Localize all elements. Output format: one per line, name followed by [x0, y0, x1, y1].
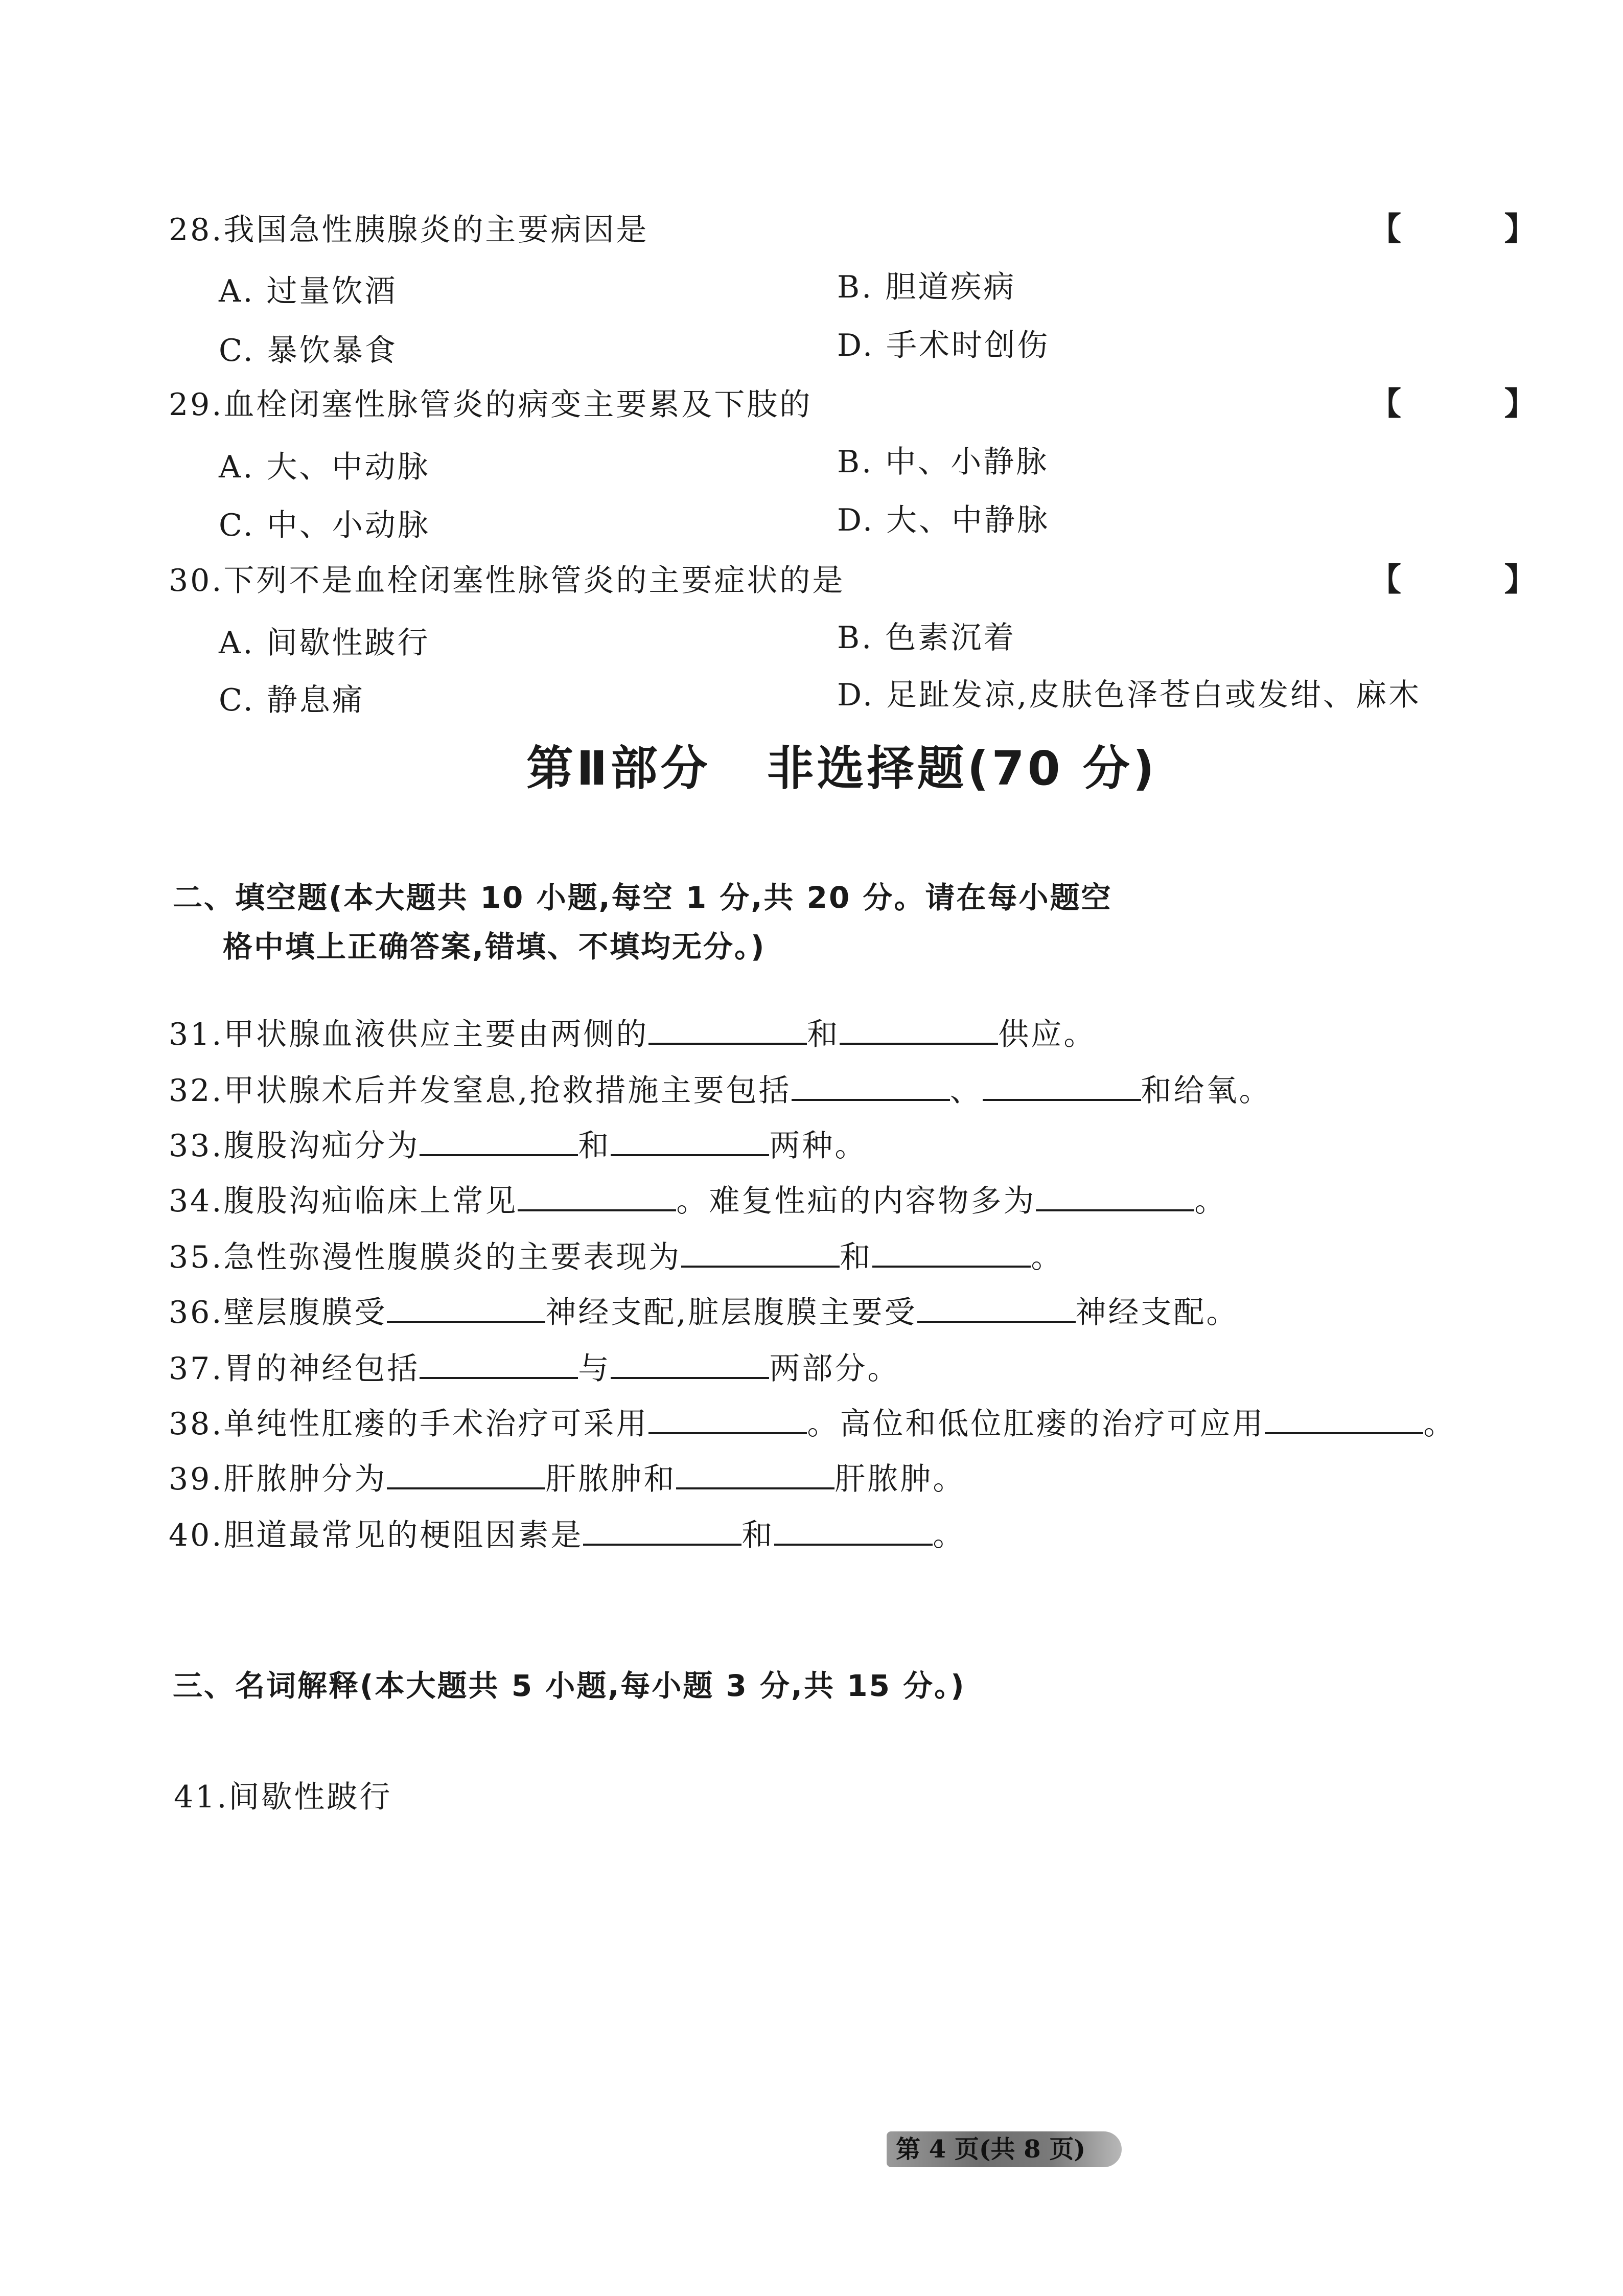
answer-blank[interactable]: [1265, 1405, 1423, 1434]
question-35-text-2: 和: [840, 1239, 873, 1275]
question-28-answer-bracket: 【 】: [1370, 210, 1582, 247]
question-36: [169, 1288, 1239, 1332]
question-34-text-2: 。难复性疝的内容物多为: [676, 1183, 1036, 1219]
question-37-text-1: 37.胃的神经包括: [169, 1351, 420, 1387]
question-28-stem: 28.我国急性胰腺炎的主要病因是: [169, 212, 649, 248]
question-37-text-3: 两部分。: [769, 1351, 900, 1387]
question-33: [169, 1121, 867, 1165]
question-28-option-a: A. 过量饮酒: [219, 273, 398, 309]
question-29-option-a: A. 大、中动脉: [219, 449, 430, 485]
question-31-text-1: 31.甲状腺血液供应主要由两侧的: [169, 1017, 649, 1052]
question-30-option-c: C. 静息痛: [219, 682, 365, 718]
answer-blank[interactable]: [420, 1349, 578, 1379]
question-38: [169, 1399, 1456, 1443]
answer-blank[interactable]: [983, 1071, 1141, 1101]
answer-blank[interactable]: [648, 1015, 807, 1045]
question-30-stem: 30.下列不是血栓闭塞性脉管炎的主要症状的是: [169, 563, 845, 599]
section-3-heading: 三、名词解释(本大题共 5 小题,每小题 3 分,共 15 分。): [173, 1668, 966, 1703]
answer-blank[interactable]: [681, 1238, 840, 1268]
question-41: 41.间歇性跛行: [174, 1779, 392, 1815]
question-39-text-1: 39.肝脓肿分为: [169, 1461, 387, 1497]
question-33-text-1: 33.腹股沟疝分为: [169, 1128, 420, 1164]
part-2-subtitle: 非选择题(70 分): [767, 741, 1157, 796]
question-33-text-3: 两种。: [769, 1128, 868, 1164]
answer-blank[interactable]: [611, 1127, 769, 1156]
question-39: [169, 1455, 965, 1499]
answer-blank[interactable]: [518, 1182, 676, 1211]
answer-blank[interactable]: [872, 1238, 1031, 1268]
question-40-text-2: 和: [741, 1518, 775, 1553]
question-32-text-1: 32.甲状腺术后并发窒息,抢救措施主要包括: [169, 1073, 792, 1109]
question-35: [169, 1233, 1063, 1277]
answer-blank[interactable]: [387, 1293, 545, 1323]
question-38-text-3: 。: [1423, 1406, 1456, 1442]
question-29-stem: 29.血栓闭塞性脉管炎的病变主要累及下肢的: [169, 387, 813, 423]
question-35-text-3: 。: [1031, 1239, 1064, 1275]
question-36-text-3: 神经支配。: [1075, 1295, 1239, 1330]
part-2-label: 第Ⅱ部分: [526, 741, 711, 796]
question-33-text-2: 和: [578, 1128, 611, 1164]
question-28-option-d: D. 手术时创伤: [837, 328, 1050, 363]
answer-blank[interactable]: [648, 1405, 807, 1434]
question-38-text-1: 38.单纯性肛瘘的手术治疗可采用: [169, 1406, 649, 1442]
question-28-option-b: B. 胆道疾病: [837, 269, 1016, 305]
answer-blank[interactable]: [774, 1516, 933, 1546]
question-35-text-1: 35.急性弥漫性腹膜炎的主要表现为: [169, 1239, 682, 1275]
question-29-option-d: D. 大、中静脉: [837, 502, 1050, 538]
answer-blank[interactable]: [611, 1349, 769, 1379]
question-30-option-b: B. 色素沉着: [837, 620, 1016, 656]
question-29-answer-bracket: 【 】: [1370, 385, 1582, 422]
question-40: [169, 1511, 965, 1555]
question-36-text-2: 神经支配,脏层腹膜主要受: [545, 1295, 917, 1330]
question-34: [169, 1177, 1227, 1221]
section-2-heading: [173, 873, 1112, 971]
question-39-text-2: 肝脓肿和: [545, 1461, 677, 1497]
question-39-text-3: 肝脓肿。: [834, 1461, 966, 1497]
question-28-option-c: C. 暴饮暴食: [219, 333, 398, 369]
question-32-text-2: 、: [949, 1073, 983, 1109]
page-number-footer: 第 4 页(共 8 页): [887, 2131, 1122, 2167]
question-37: [169, 1344, 900, 1388]
question-30-option-a: A. 间歇性跛行: [219, 625, 430, 661]
question-31-text-2: 和: [807, 1017, 840, 1052]
question-32-text-3: 和给氧。: [1141, 1073, 1272, 1109]
question-40-text-3: 。: [933, 1518, 966, 1553]
answer-blank[interactable]: [676, 1460, 834, 1489]
answer-blank[interactable]: [1036, 1182, 1194, 1211]
answer-blank[interactable]: [840, 1015, 998, 1045]
question-34-text-1: 34.腹股沟疝临床上常见: [169, 1183, 518, 1219]
question-32: [169, 1066, 1272, 1110]
answer-blank[interactable]: [420, 1127, 578, 1156]
section-2-heading-line-1: 二、填空题(本大题共 10 小题,每空 1 分,共 20 分。请在每小题空: [173, 880, 1112, 915]
question-37-text-2: 与: [578, 1351, 611, 1387]
answer-blank[interactable]: [387, 1460, 545, 1489]
question-34-text-3: 。: [1194, 1183, 1227, 1219]
question-29-option-b: B. 中、小静脉: [837, 444, 1049, 480]
part-2-heading: [526, 731, 1157, 798]
answer-blank[interactable]: [583, 1516, 741, 1546]
question-30-answer-bracket: 【 】: [1370, 561, 1582, 598]
question-31-text-3: 供应。: [998, 1017, 1097, 1052]
question-40-text-1: 40.胆道最常见的梗阻因素是: [169, 1518, 584, 1553]
section-2-heading-line-2: 格中填上正确答案,错填、不填均无分。): [223, 929, 766, 964]
answer-blank[interactable]: [792, 1071, 950, 1101]
question-38-text-2: 。高位和低位肛瘘的治疗可应用: [807, 1406, 1265, 1442]
question-30-option-d: D. 足趾发凉,皮肤色泽苍白或发绀、麻木: [837, 677, 1422, 713]
question-29-option-c: C. 中、小动脉: [219, 508, 430, 543]
question-31: [169, 1010, 1096, 1054]
question-36-text-1: 36.壁层腹膜受: [169, 1295, 387, 1330]
answer-blank[interactable]: [917, 1293, 1076, 1323]
